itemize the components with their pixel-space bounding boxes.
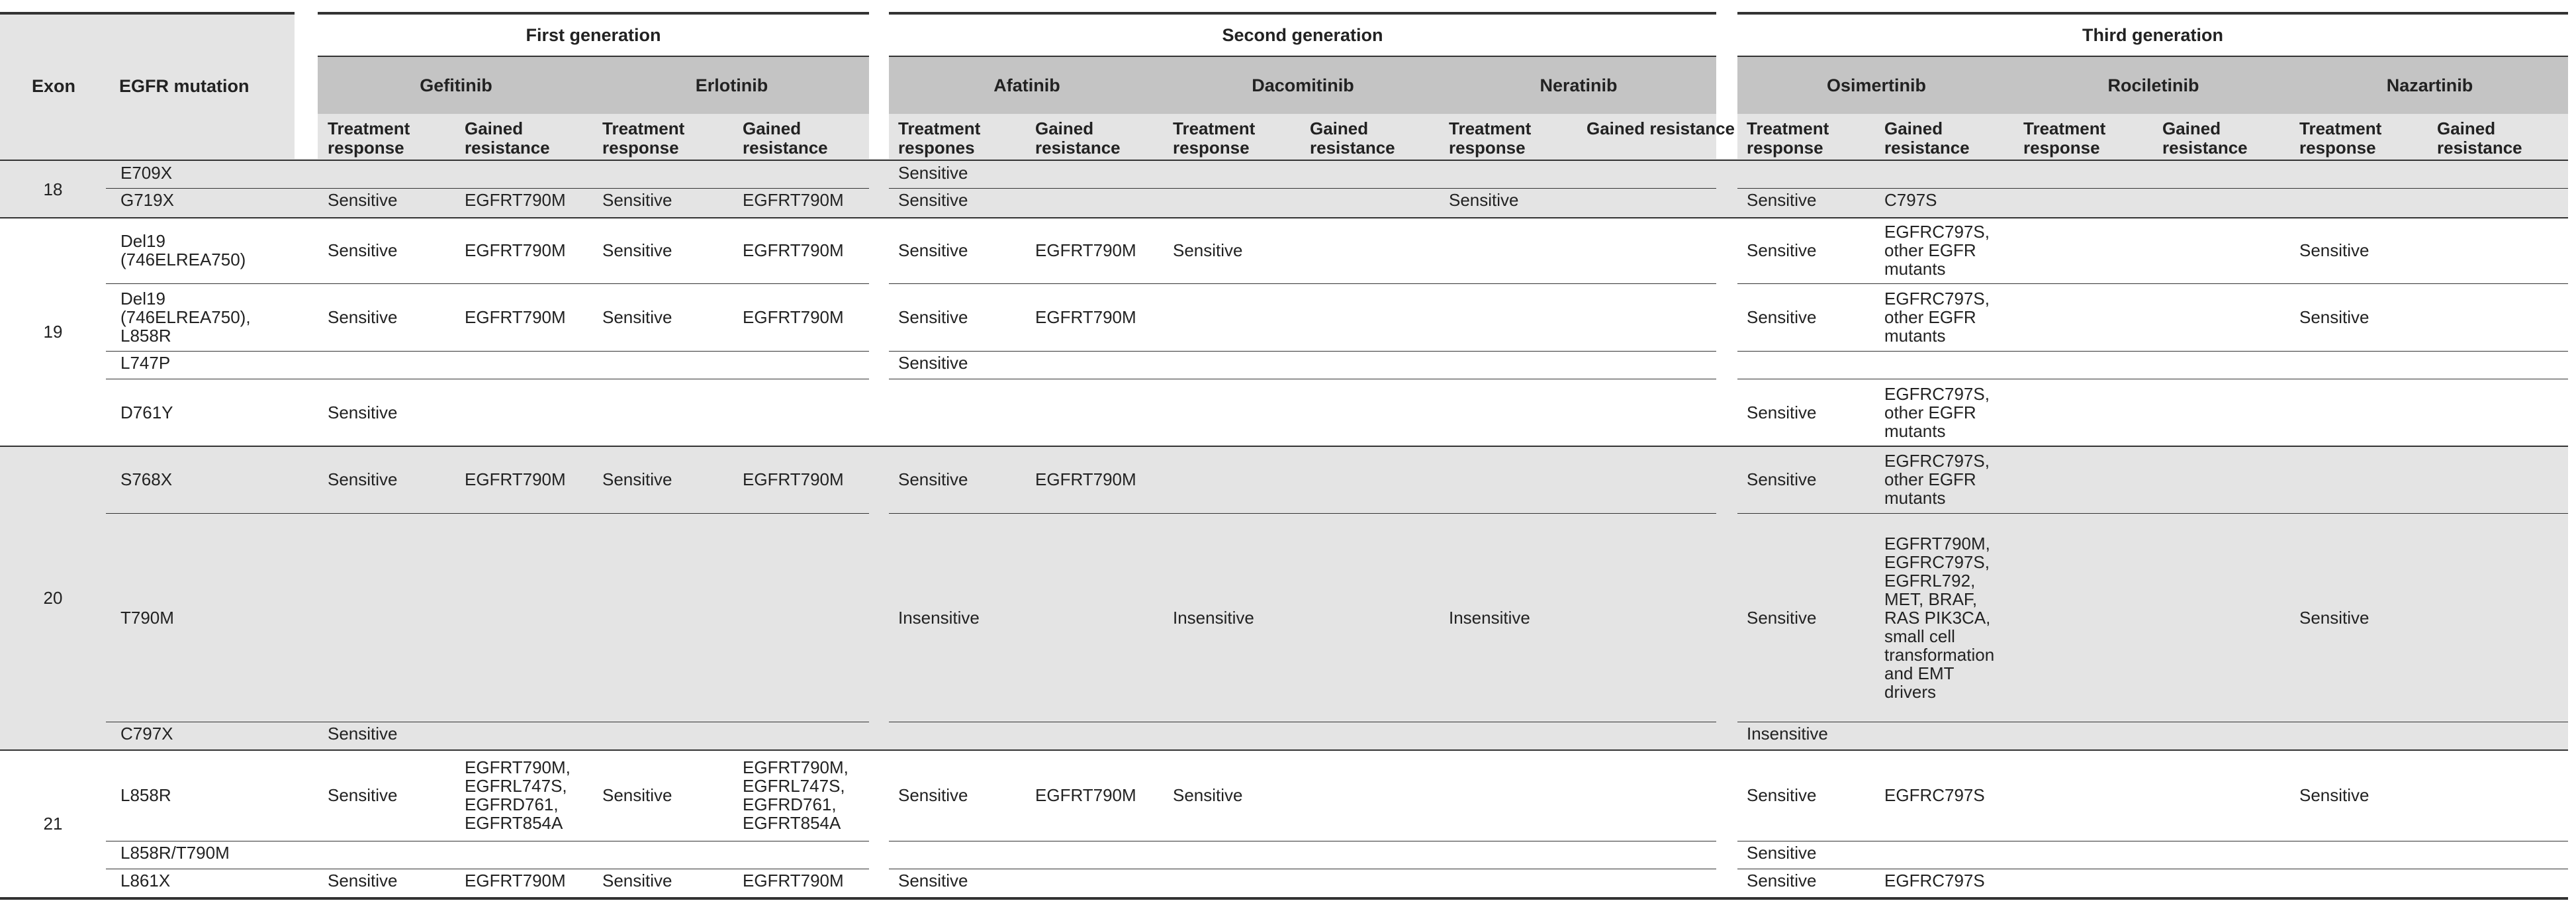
mutation-cell-3: Del19 (746ELREA750), L858R [120,289,251,346]
cell-r2-c10: Sensitive [1747,240,1817,260]
drug-header-afatinib: Afatinib [993,75,1060,95]
drug-header-dacomitinib: Dacomitinib [1252,75,1354,95]
mutation-cell-5: D761Y [120,402,173,422]
subcolumn-header-4: Treatment respones [898,119,981,158]
cell-r11-c3: EGFRT790M [743,871,844,890]
exon-21-tail-band [0,841,2568,869]
cell-r2-c6: Sensitive [1173,240,1243,260]
cell-r5-c11: EGFRC797S, other EGFR mutants [1884,383,1990,441]
cell-r2-c4: Sensitive [898,240,968,260]
mutation-cell-8: C797X [120,724,173,743]
cell-r3-c2: Sensitive [602,307,672,327]
table-bottom-rule [0,897,2568,900]
generation-header-0: First generation [526,25,661,45]
cell-r10-c10: Sensitive [1747,843,1817,863]
cell-r3-c11: EGFRC797S, other EGFR mutants [1884,289,1990,346]
row-rule-c-3 [1737,351,2568,352]
mutation-cell-6: S768X [120,469,173,489]
cell-r9-c14: Sensitive [2299,785,2369,805]
cell-r2-c14: Sensitive [2299,240,2369,260]
subcolumn-header-8: Treatment response [1449,119,1532,158]
cell-r11-c11: EGFRC797S [1884,871,1985,890]
cell-r9-c3: EGFRT790M, EGFRL747S, EGFRD761, EGFRT854A [743,757,849,833]
subcolumn-header-3: Gained resistance [743,119,828,158]
cell-r6-c1: EGFRT790M [465,469,566,489]
drug-header-rociletinib: Rociletinib [2107,75,2199,95]
cell-r2-c2: Sensitive [602,240,672,260]
cell-r9-c0: Sensitive [328,785,398,805]
cell-r2-c11: EGFRC797S, other EGFR mutants [1884,222,1990,279]
cell-r6-c0: Sensitive [328,469,398,489]
cell-r7-c4: Insensitive [898,607,980,628]
subcolumn-header-12: Treatment response [2023,119,2106,158]
cell-r11-c2: Sensitive [602,871,672,890]
cell-r6-c3: EGFRT790M [743,469,844,489]
cell-r8-c10: Insensitive [1747,724,1828,743]
exon-label-18: 18 [43,179,63,199]
generation-header-1: Second generation [1222,25,1383,45]
subcolumn-header-7: Gained resistance [1310,119,1395,158]
cell-r5-c10: Sensitive [1747,402,1817,422]
cell-r6-c4: Sensitive [898,469,968,489]
exon-column-header: Exon [32,76,76,96]
subcolumn-header-10: Treatment response [1747,119,1829,158]
mutation-cell-11: L861X [120,871,171,890]
subcolumn-header-9: Gained resistance [1587,119,1735,138]
cell-r3-c1: EGFRT790M [465,307,566,327]
drug-header-erlotinib: Erlotinib [695,75,768,95]
cell-r7-c11: EGFRT790M, EGFRC797S, EGFRL792, MET, BRAF, RAS PIK3CA, small cell transformation and EMT drivers [1884,533,1995,702]
cell-r9-c1: EGFRT790M, EGFRL747S, EGFRD761, EGFRT854A [465,757,571,833]
subcolumn-header-1: Gained resistance [465,119,550,158]
subcolumn-header-15: Gained resistance [2437,119,2522,158]
mutation-cell-10: L858R/T790M [120,843,230,863]
cell-r0-c4: Sensitive [898,163,968,183]
cell-r11-c0: Sensitive [328,871,398,890]
cell-r2-c1: EGFRT790M [465,240,566,260]
cell-r7-c14: Sensitive [2299,607,2369,628]
cell-r1-c1: EGFRT790M [465,190,566,210]
drug-header-neratinib: Neratinib [1540,75,1618,95]
cell-r9-c11: EGFRC797S [1884,785,1985,805]
cell-r6-c10: Sensitive [1747,469,1817,489]
cell-r3-c14: Sensitive [2299,307,2369,327]
cell-r7-c10: Sensitive [1747,607,1817,628]
cell-r9-c2: Sensitive [602,785,672,805]
egfr-mutation-column-header: EGFR mutation [119,76,250,96]
cell-r1-c3: EGFRT790M [743,190,844,210]
generation-header-2: Third generation [2082,25,2223,45]
cell-r11-c1: EGFRT790M [465,871,566,890]
cell-r3-c5: EGFRT790M [1035,307,1136,327]
cell-r2-c3: EGFRT790M [743,240,844,260]
subcolumn-header-13: Gained resistance [2162,119,2248,158]
mutation-cell-0: E709X [120,163,173,183]
header-bottom-rule [0,160,2568,161]
cell-r6-c5: EGFRT790M [1035,469,1136,489]
cell-r9-c5: EGFRT790M [1035,785,1136,805]
cell-r1-c8: Sensitive [1449,190,1519,210]
drug-header-nazartinib: Nazartinib [2386,75,2473,95]
cell-r5-c0: Sensitive [328,402,398,422]
cell-r8-c0: Sensitive [328,724,398,743]
mutation-cell-1: G719X [120,190,174,210]
cell-r11-c4: Sensitive [898,871,968,890]
exon-label-20: 20 [43,587,63,608]
subcolumn-header-14: Treatment response [2299,119,2382,158]
exon-label-21: 21 [43,813,63,834]
mutation-cell-7: T790M [120,607,174,628]
cell-r1-c10: Sensitive [1747,190,1817,210]
cell-r3-c3: EGFRT790M [743,307,844,327]
subcolumn-header-11: Gained resistance [1884,119,1970,158]
cell-r6-c2: Sensitive [602,469,672,489]
drug-header-osimertinib: Osimertinib [1826,75,1927,95]
subcolumn-header-6: Treatment response [1173,119,1256,158]
cell-r2-c0: Sensitive [328,240,398,260]
mutation-cell-9: L858R [120,785,171,805]
cell-r6-c11: EGFRC797S, other EGFR mutants [1884,451,1990,508]
subcolumn-header-2: Treatment response [602,119,685,158]
subcolumn-header-0: Treatment response [328,119,410,158]
cell-r7-c8: Insensitive [1449,607,1530,628]
mutation-cell-2: Del19 (746ELREA750) [120,231,246,269]
cell-r9-c6: Sensitive [1173,785,1243,805]
subcolumn-header-5: Gained resistance [1035,119,1121,158]
exon-label-19: 19 [43,321,63,342]
cell-r3-c10: Sensitive [1747,307,1817,327]
cell-r1-c4: Sensitive [898,190,968,210]
cell-r9-c10: Sensitive [1747,785,1817,805]
cell-r1-c2: Sensitive [602,190,672,210]
cell-r4-c4: Sensitive [898,353,968,373]
cell-r11-c10: Sensitive [1747,871,1817,890]
cell-r7-c6: Insensitive [1173,607,1254,628]
cell-r3-c4: Sensitive [898,307,968,327]
cell-r1-c11: C797S [1884,190,1937,210]
cell-r1-c0: Sensitive [328,190,398,210]
cell-r9-c4: Sensitive [898,785,968,805]
cell-r3-c0: Sensitive [328,307,398,327]
mutation-cell-4: L747P [120,353,171,373]
drug-header-gefitinib: Gefitinib [420,75,492,95]
cell-r2-c5: EGFRT790M [1035,240,1136,260]
